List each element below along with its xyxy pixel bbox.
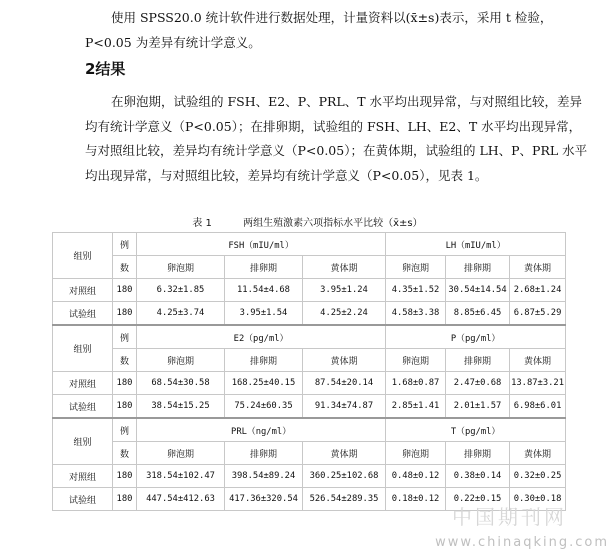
group-cell: 对照组: [53, 465, 113, 488]
value-cell: 4.25±3.74: [137, 302, 225, 326]
value-cell: 417.36±320.54: [225, 488, 303, 511]
value-cell: 11.54±4.68: [225, 279, 303, 302]
value-cell: 30.54±14.54: [446, 279, 510, 302]
section-heading: 2结果: [85, 60, 126, 78]
group-header: 组别: [53, 418, 113, 465]
table-row: [53, 465, 566, 488]
table-row: [53, 302, 566, 326]
group-cell: 试验组: [53, 488, 113, 511]
n-header-top: 例: [113, 418, 137, 442]
n-cell: 180: [113, 395, 137, 419]
value-cell: 6.87±5.29: [510, 302, 566, 326]
value-cell: 398.54±89.24: [225, 465, 303, 488]
group-cell: 对照组: [53, 372, 113, 395]
hormone-title: T（pg/ml）: [386, 418, 566, 442]
value-cell: 0.32±0.25: [510, 465, 566, 488]
value-cell: 2.01±1.57: [446, 395, 510, 419]
hormone-title: FSH（mIU/ml）: [137, 233, 386, 256]
results-paragraph: 在卵泡期，试验组的 FSH、E2、P、PRL、T 水平均出现异常，与对照组比较，差异均有统计学意义（P<0.05）；在排卵期，试验组的 FSH、LH、E2、T 水平均出现异常，与对照组比较，差异均有统计学意义（P<0.05）；在黄体期，试验组的 LH、P、PRL 水平均出现异常，与对照组比较，差异均有统计学意义（P<0.05），见表 1。: [85, 94, 588, 183]
phase-header: 黄体期: [303, 256, 386, 279]
value-cell: 0.22±0.15: [446, 488, 510, 511]
table-caption: [0, 214, 615, 229]
group-header: 组别: [53, 325, 113, 372]
table-row: [53, 279, 566, 302]
n-header-top: 例: [113, 233, 137, 256]
hormone-title: E2（pg/ml）: [137, 325, 386, 349]
value-cell: 38.54±15.25: [137, 395, 225, 419]
hormone-title: LH（mIU/ml）: [386, 233, 566, 256]
value-cell: 4.35±1.52: [386, 279, 446, 302]
phase-header: 排卵期: [446, 442, 510, 465]
group-header: 组别: [53, 233, 113, 279]
phase-header: 黄体期: [303, 349, 386, 372]
phase-header: 卵泡期: [137, 442, 225, 465]
table-header-row: [53, 418, 566, 442]
phase-header: 黄体期: [510, 442, 566, 465]
n-cell: 180: [113, 302, 137, 326]
value-cell: 1.68±0.87: [386, 372, 446, 395]
n-header-bottom: 数: [113, 442, 137, 465]
value-cell: 3.95±1.24: [303, 279, 386, 302]
phase-header: 卵泡期: [386, 442, 446, 465]
phase-header: 黄体期: [510, 349, 566, 372]
table-row: [53, 372, 566, 395]
value-cell: 168.25±40.15: [225, 372, 303, 395]
n-cell: 180: [113, 372, 137, 395]
value-cell: 360.25±102.68: [303, 465, 386, 488]
value-cell: 447.54±412.63: [137, 488, 225, 511]
value-cell: 0.48±0.12: [386, 465, 446, 488]
phase-header: 排卵期: [446, 349, 510, 372]
n-cell: 180: [113, 465, 137, 488]
value-cell: 8.85±6.45: [446, 302, 510, 326]
value-cell: 0.38±0.14: [446, 465, 510, 488]
methods-paragraph: 使用 SPSS20.0 统计软件进行数据处理，计量资料以(x̄±s)表示，采用 t 检验，P<0.05 为差异有统计学意义。: [85, 10, 553, 50]
value-cell: 0.30±0.18: [510, 488, 566, 511]
value-cell: 3.95±1.54: [225, 302, 303, 326]
value-cell: 75.24±60.35: [225, 395, 303, 419]
hormone-title: P（pg/ml）: [386, 325, 566, 349]
n-cell: 180: [113, 488, 137, 511]
phase-header: 黄体期: [303, 442, 386, 465]
value-cell: 526.54±289.35: [303, 488, 386, 511]
phase-header: 排卵期: [446, 256, 510, 279]
value-cell: 4.58±3.38: [386, 302, 446, 326]
n-header-bottom: 数: [113, 256, 137, 279]
value-cell: 2.85±1.41: [386, 395, 446, 419]
value-cell: 13.87±3.21: [510, 372, 566, 395]
group-cell: 试验组: [53, 395, 113, 419]
table-phase-row: [53, 442, 566, 465]
phase-header: 排卵期: [225, 442, 303, 465]
watermark-logo: 中国期刊网: [452, 505, 567, 529]
group-cell: 对照组: [53, 279, 113, 302]
phase-header: 卵泡期: [137, 256, 225, 279]
watermark-url: www.chinaqking.com: [435, 535, 609, 550]
value-cell: 318.54±102.47: [137, 465, 225, 488]
phase-header: 卵泡期: [137, 349, 225, 372]
phase-header: 排卵期: [225, 256, 303, 279]
hormone-table: [52, 232, 566, 511]
phase-header: 排卵期: [225, 349, 303, 372]
value-cell: 0.18±0.12: [386, 488, 446, 511]
table-header-row: [53, 325, 566, 349]
table-phase-row: [53, 349, 566, 372]
table-title: 两组生殖激素六项指标水平比较（x̄±s）: [243, 218, 423, 229]
value-cell: 6.32±1.85: [137, 279, 225, 302]
n-header-bottom: 数: [113, 349, 137, 372]
value-cell: 4.25±2.24: [303, 302, 386, 326]
phase-header: 卵泡期: [386, 256, 446, 279]
phase-header: 卵泡期: [386, 349, 446, 372]
value-cell: 68.54±30.58: [137, 372, 225, 395]
value-cell: 87.54±20.14: [303, 372, 386, 395]
value-cell: 91.34±74.87: [303, 395, 386, 419]
value-cell: 2.68±1.24: [510, 279, 566, 302]
table-number: 表 1: [192, 218, 212, 229]
value-cell: 6.98±6.01: [510, 395, 566, 419]
table-phase-row: [53, 256, 566, 279]
value-cell: 2.47±0.68: [446, 372, 510, 395]
phase-header: 黄体期: [510, 256, 566, 279]
group-cell: 试验组: [53, 302, 113, 326]
hormone-title: PRL（ng/ml）: [137, 418, 386, 442]
table-row: [53, 395, 566, 419]
n-cell: 180: [113, 279, 137, 302]
table-header-row: [53, 233, 566, 256]
n-header-top: 例: [113, 325, 137, 349]
